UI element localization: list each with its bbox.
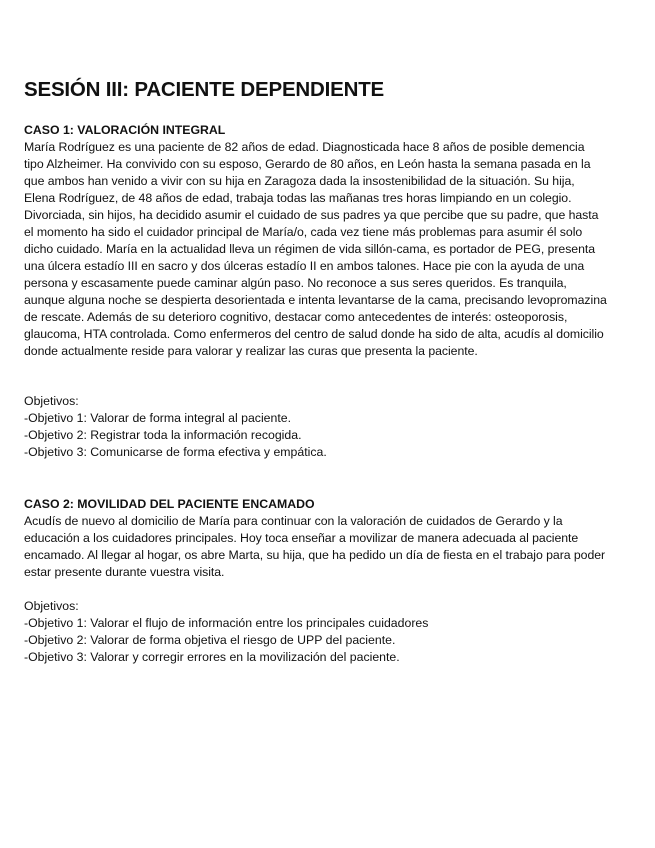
case-1-line: una úlcera estadío III en sacro y dos úlceras estadío II en ambos talones. Hace pie con la ayuda de una [24, 259, 585, 273]
case-1-paragraph [24, 139, 640, 360]
case-1-section [24, 122, 640, 360]
case-1-line: el momento ha sido el cuidador principal de María/o, cada vez tiene más problemas para asumir él solo [24, 225, 583, 239]
case-1-line: tipo Alzheimer. Ha convivido con su esposo, Gerardo de 80 años, en León hasta la semana pasada en la [24, 157, 591, 171]
case-2-heading: CASO 2: MOVILIDAD DEL PACIENTE ENCAMADO [24, 497, 315, 511]
case-1-objectives [24, 393, 640, 461]
objective-item: -Objetivo 1: Valorar el flujo de información entre los principales cuidadores [24, 616, 429, 630]
objective-item: -Objetivo 3: Comunicarse de forma efectiva y empática. [24, 445, 327, 459]
case-1-line: aunque alguna noche se despierta desorientada e intenta levantarse de la cama, precisando levopromazina [24, 293, 607, 307]
case-2-line: educación a los cuidadores principales. Hoy toca enseñar a movilizar de manera adecuada al paciente [24, 531, 579, 545]
objectives-list [24, 393, 640, 461]
case-1-line: Divorciada, sin hijos, ha decidido asumir el cuidado de sus padres ya que percibe que su padre, que hasta [24, 208, 599, 222]
case-2-section [24, 496, 640, 581]
case-1-line: persona y escasamente puede caminar algún paso. No reconoce a sus seres queridos. Es tranquila, [24, 276, 567, 290]
case-1-line: de rescate. Además de su deterioro cognitivo, destacar como antecedentes de interés: osteoporosis, [24, 310, 568, 324]
case-1-line: dicho cuidado. María en la actualidad lleva un régimen de vida sillón-cama, es portador de PEG, presenta [24, 242, 596, 256]
objectives-heading: Objetivos: [24, 599, 79, 613]
case-1-line: glaucoma, HTA controlada. Como enfermeros del centro de salud donde ha sido de alta, acudís al domicilio [24, 327, 604, 341]
case-1-line: que ambos han venido a vivir con su hija en Zaragoza dada la insostenibilidad de la situación. Su hija, [24, 174, 575, 188]
objective-item: -Objetivo 3: Valorar y corregir errores en la movilización del paciente. [24, 650, 400, 664]
case-2-line: encamado. Al llegar al hogar, os abre Marta, su hija, que ha pedido un día de fiesta en el trabajo para poder [24, 548, 606, 562]
case-1-line: María Rodríguez es una paciente de 82 años de edad. Diagnosticada hace 8 años de posible demencia [24, 140, 585, 154]
objective-item: -Objetivo 2: Valorar de forma objetiva el riesgo de UPP del paciente. [24, 633, 396, 647]
case-2-line: Acudís de nuevo al domicilio de María para continuar con la valoración de cuidados de Gerardo y la [24, 514, 563, 528]
case-2-paragraph [24, 513, 640, 581]
case-2-objectives [24, 598, 640, 666]
case-2-line: estar presente durante vuestra visita. [24, 565, 225, 579]
case-1-line: Elena Rodríguez, de 48 años de edad, trabaja todas las mañanas tres horas limpiando en un colegio. [24, 191, 572, 205]
case-1-line: donde actualmente reside para valorar y realizar las curas que presenta la paciente. [24, 344, 478, 358]
page-title: SESIÓN III: PACIENTE DEPENDIENTE [24, 78, 384, 101]
objectives-list [24, 598, 640, 666]
objective-item: -Objetivo 2: Registrar toda la información recogida. [24, 428, 302, 442]
case-1-heading: CASO 1: VALORACIÓN INTEGRAL [24, 123, 226, 137]
objective-item: -Objetivo 1: Valorar de forma integral al paciente. [24, 411, 292, 425]
objectives-heading: Objetivos: [24, 394, 79, 408]
